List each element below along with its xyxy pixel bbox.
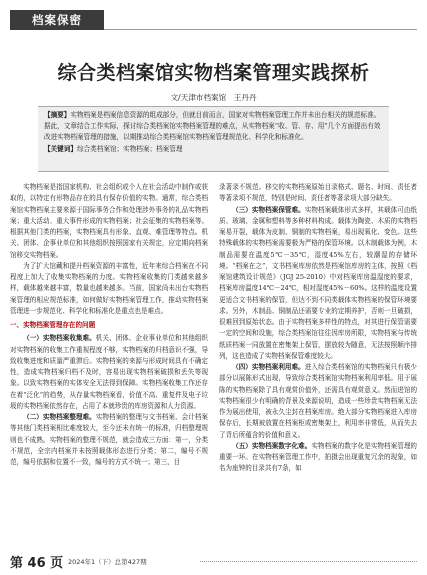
page-prefix: 第	[10, 556, 24, 571]
abstract	[44, 110, 383, 143]
paragraph-text: 进入综合类档案馆的实物档案只有极少部分以展陈形式出现，导致综合类档案馆实物档案利用率低。用于展陈的实物档案除了具有观赏价值外，还需具有观赏意义。然而进馆的实物档案很少有明确的背景及来源说明，造成一些珍贵实物档案无法作为展出使用，被永久尘封在档案库房。绝大部分实物档案进入库房保存后，长期被放置在档案柜或密集架上，利用率非常低，从而失去了背后所蕴含的价值和意义。	[219, 363, 417, 439]
article-author: 文/天津市档案馆 王丹丹	[170, 93, 257, 102]
subheading: （二）实物档案整理难。	[23, 413, 96, 421]
paragraph-text: 机关、团体、企业事业单位和其他组织对实物档案的收集工作重视程度不够，实物档案的归档意识不强，导致收集进度和质量严重滞后。实物档案的来源与形成时间具有不确定性，造成实物档案归档不及时，容易出现实物档案破损和丢失等现象。以致实物档案的实体安全无法得到保障。实物档案收集工作还存在着“泛化”的趋势，从存量实物档案看，价值不高、重复件及电子垃圾的实物档案依然存在，占用了本就珍贵的库房资源和人力资源。	[10, 334, 208, 410]
page-number-value: 46	[27, 556, 46, 571]
paragraph: 为了扩大馆藏和提升档案资源的丰富性，近年来综合档案在不同程度上加大了收集实物档案的力度。实物档案收集的门类越来越多样，载体越来越丰富，数量也越来越多。当前，国家尚未出台实物档案管理的相应规范标准，如何做好实物档案管理工作，推动实物档案管理进一步规范化、科学化和标准化是重点也是难点。	[10, 261, 208, 315]
issue-info: 2024年1（下）总第427期	[68, 558, 147, 566]
abstract-label: 【摘要】	[44, 111, 71, 119]
paragraph	[10, 333, 208, 412]
subheading: （五）实物档案数字化难。	[232, 441, 312, 450]
paragraph: 实物档案是指国家机构、社会组织或个人在社会活动中制作或获取的，以特定有形物品存在的具有保存价值的实物。通常，综合类档案馆实物档案主要来源于国际事务合作和处理涉外事务的礼品实物档案；重大活动、重大事件形成的实物档案；社会征集的实物档案等。根据其他门类的档案，实物档案具有形象、直观、难管理等特点。机关、团体、企事业单位和其他组织按照国家有关规定，应定期向档案馆移交实物档案。	[10, 183, 208, 259]
page-suffix: 页	[50, 556, 64, 571]
paragraph	[219, 441, 417, 475]
paragraph	[219, 205, 417, 363]
article-title: 综合类档案馆实物档案管理实践探析	[57, 62, 370, 84]
keywords-label: 【关键词】	[44, 145, 77, 153]
abstract-text: 实物档案是档案信息资源的组成部分，但就目前而言，国家对实物档案管理工作并未出台相关的规范标准。据此，文章结合工作实际，探讨综合类档案馆实物档案管理的难点，从实物档案“收、管、存、用”几个方面提出有效改进实物档案管理的措施，以期推动综合类档案馆实物档案管理规范化、科学化和标准化。	[44, 111, 381, 141]
column-tag: 档案保密	[10, 10, 104, 30]
keywords-text: 综合类档案馆；实物档案；档案管理	[76, 145, 183, 153]
section-heading: 一、实物档案管理存在的问题	[10, 321, 96, 329]
paragraph: 录著录不规范。移交的实物档案原始目录格式、题名、时间、责任者等著录项不规范，特别是时间、责任者等著录项大部分缺失。	[219, 183, 417, 203]
keywords	[44, 144, 383, 155]
paragraph	[10, 412, 208, 468]
right-column	[219, 182, 417, 544]
footer-divider	[200, 561, 417, 562]
subheading: （三）实物档案保管难。	[232, 205, 305, 214]
left-column	[10, 182, 208, 544]
subheading: （一）实物档案收集难。	[23, 334, 96, 343]
subheading: （四）实物档案利用难。	[232, 363, 305, 371]
paragraph-text: 实物档案载体形式多样，其载体可由纸质、玻璃、金属和塑料等多种材料构成。载体为陶瓷、木质的实物档案易开裂，载体为皮制、铜制的实物档案，易出现氧化、变色。这些特殊载体的实物档案需要极为严格的保管环境。以木制载体为例，木制品需要在温度5℃－35℃，湿度45%左右，较潮湿的存储环境。“档案在之”，文书档案库房依然是档案馆库房的主体，按照《档案馆建筑设计规范》（JGJ 25-2010）中对档案库房温湿度的要求，档案库房温度14℃－24℃，相对湿度45%－60%。这样的温度设置更适合文书档案的保管，但达不到不同类载体实物档案的保管环境要求。另外，木制品、铜制品还需要专业的定期养护，否则一旦破损，很难回到原始状态。由于实物档案多样性的特点，对其进行保管需要一定的空间和设施，综合类档案馆往往因库房所限，实物档案与传统纸质档案一同放置在密集架上保管，摆放较为随意，无法按照顺序排列，这也造成了实物档案保管难度较大。	[219, 205, 417, 360]
page-footer	[10, 550, 417, 572]
page-number	[10, 552, 63, 571]
paragraph-text: 实物档案的数字化是实物档案管理的重要一环。在实物档案管理工作中，拍摄会出现重复冗余的现象，如名为座钟的目录共有7条，如	[219, 441, 417, 473]
paragraph	[219, 362, 417, 441]
paragraph-text: 实物档案的整理与文书档案、会计档案等其他门类档案相比难度较大，至今还未有统一的标准，归档整理规则也不成熟。实物档案的整理不规范，就会造成三方面：第一，分类不规范，全宗内档案并未按照载体形态进行分类；第二，编号不规范，编号依据和位置不一致，编号的方式不统一；第三，目	[10, 413, 208, 466]
abstract-box	[38, 106, 389, 172]
header-rule	[104, 29, 417, 30]
